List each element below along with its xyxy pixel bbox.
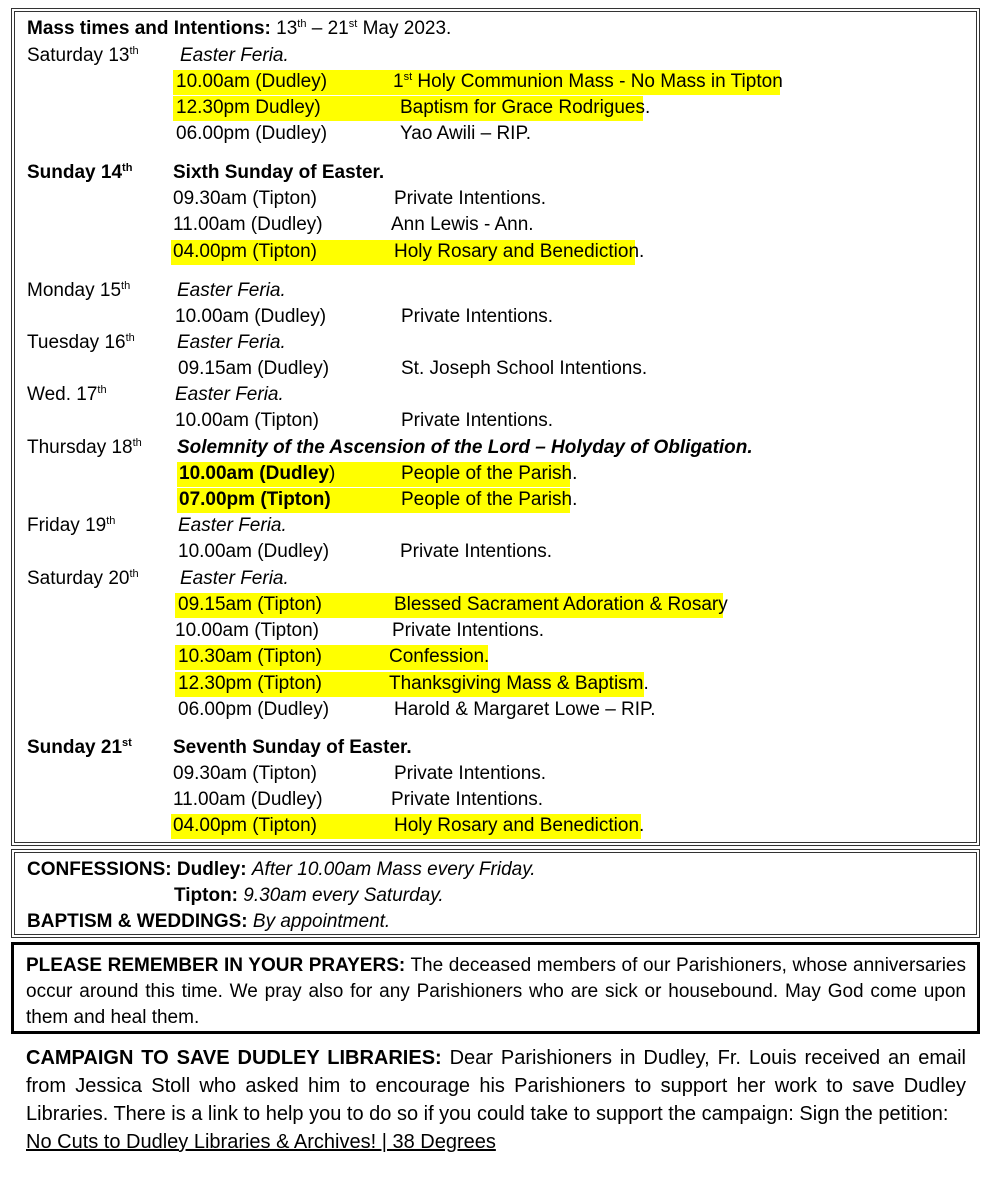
mass-heading: Mass times and Intentions: 13th – 21st May 2023. (27, 18, 452, 39)
feast-sun21: Seventh Sunday of Easter. (173, 737, 412, 758)
confessions-dudley-line: CONFESSIONS: Dudley: After 10.00am Mass every Friday. (27, 859, 536, 880)
entry-intention: Private Intentions. (392, 620, 545, 641)
day-label-thu18: Thursday 18th (27, 437, 142, 458)
entry-time: 10.00am (Dudley) (178, 541, 330, 562)
entry-intention: St. Joseph School Intentions. (401, 358, 648, 379)
mass-dates: 13 (270, 18, 298, 39)
entry-intention: Private Intentions. (400, 541, 553, 562)
entry-time: 10.30am (Tipton) (178, 646, 322, 667)
entry-intention: Harold & Margaret Lowe – RIP. (394, 699, 656, 720)
day-label-mon15: Monday 15th (27, 280, 131, 301)
entry-time: 07.00pm (Tipton) (179, 489, 331, 510)
feast-fri19: Easter Feria. (178, 515, 287, 536)
entry-time: 06.00pm (Dudley) (176, 123, 328, 144)
entry-time: 11.00am (Dudley) (173, 789, 323, 810)
baptism-weddings-line: BAPTISM & WEDDINGS: By appointment. (27, 911, 391, 932)
entry-time: 12.30pm Dudley) (176, 97, 321, 118)
libraries-paragraph: CAMPAIGN TO SAVE DUDLEY LIBRARIES: Dear Parishioners in Dudley, Fr. Louis received an email from Jessica Stoll who asked him to encourage his Parishioners to support her work to save Dudley Libraries. There is a link to help you to do so if you could take to support the campaign: Sign the petition: No Cuts to Dudley Libraries & Archives! | 38 Degrees (26, 1047, 966, 1153)
feast-sat13: Easter Feria. (180, 45, 289, 66)
entry-intention: Private Intentions. (394, 763, 547, 784)
prayers-paragraph: PLEASE REMEMBER IN YOUR PRAYERS: The deceased members of our Parishioners, whose anniversaries occur around this time. We pray also for any Parishioners who are sick or housebound. May God come upon them and heal them. (26, 955, 966, 1028)
entry-intention: Yao Awili – RIP. (400, 123, 531, 144)
entry-time: 12.30pm (Tipton) (178, 673, 322, 694)
entry-time: 09.30am (Tipton) (173, 763, 317, 784)
entry-intention: Thanksgiving Mass & Baptism. (389, 673, 649, 694)
feast-thu18: Solemnity of the Ascension of the Lord – Holyday of Obligation. (177, 437, 753, 458)
entry-intention: 1st Holy Communion Mass - No Mass in Tipton (393, 71, 783, 92)
feast-wed17: Easter Feria. (175, 384, 284, 405)
entry-time: 09.15am (Dudley) (178, 358, 330, 379)
feast-tue16: Easter Feria. (177, 332, 286, 353)
entry-intention: People of the Parish. (401, 489, 578, 510)
entry-intention: Baptism for Grace Rodrigues. (400, 97, 651, 118)
entry-intention: Private Intentions. (401, 306, 554, 327)
confessions-tipton-line: Tipton: 9.30am every Saturday. (174, 885, 444, 906)
entry-intention: Ann Lewis - Ann. (391, 214, 534, 235)
day-label-sun21: Sunday 21st (27, 737, 132, 758)
entry-intention: Blessed Sacrament Adoration & Rosary (394, 594, 728, 615)
entry-intention: Private Intentions. (391, 789, 544, 810)
entry-time: 10.00am (Tipton) (175, 410, 319, 431)
entry-time: 10.00am (Dudley) (179, 463, 336, 484)
entry-intention: Private Intentions. (401, 410, 554, 431)
day-label-wed17: Wed. 17th (27, 384, 107, 405)
entry-intention: Holy Rosary and Benediction. (394, 815, 645, 836)
day-label-fri19: Friday 19th (27, 515, 116, 536)
entry-intention: Private Intentions. (394, 188, 547, 209)
entry-intention: People of the Parish. (401, 463, 578, 484)
entry-time: 06.00pm (Dudley) (178, 699, 330, 720)
feast-sun14: Sixth Sunday of Easter. (173, 162, 385, 183)
entry-time: 10.00am (Dudley) (176, 71, 328, 92)
mass-title: Mass times and Intentions: (27, 18, 271, 39)
feast-mon15: Easter Feria. (177, 280, 286, 301)
entry-time: 09.15am (Tipton) (178, 594, 322, 615)
entry-time: 04.00pm (Tipton) (173, 241, 317, 262)
entry-time: 11.00am (Dudley) (173, 214, 323, 235)
entry-intention: Holy Rosary and Benediction. (394, 241, 645, 262)
day-label-tue16: Tuesday 16th (27, 332, 135, 353)
day-label-sat20: Saturday 20th (27, 568, 139, 589)
entry-intention: Confession. (389, 646, 490, 667)
day-label-sun14: Sunday 14th (27, 162, 133, 183)
petition-link[interactable]: No Cuts to Dudley Libraries & Archives! | 38 Degrees (26, 1131, 496, 1153)
entry-time: 10.00am (Dudley) (175, 306, 327, 327)
entry-time: 04.00pm (Tipton) (173, 815, 317, 836)
entry-time: 09.30am (Tipton) (173, 188, 317, 209)
feast-sat20: Easter Feria. (180, 568, 289, 589)
entry-time: 10.00am (Tipton) (175, 620, 319, 641)
day-label-sat13: Saturday 13th (27, 45, 139, 66)
